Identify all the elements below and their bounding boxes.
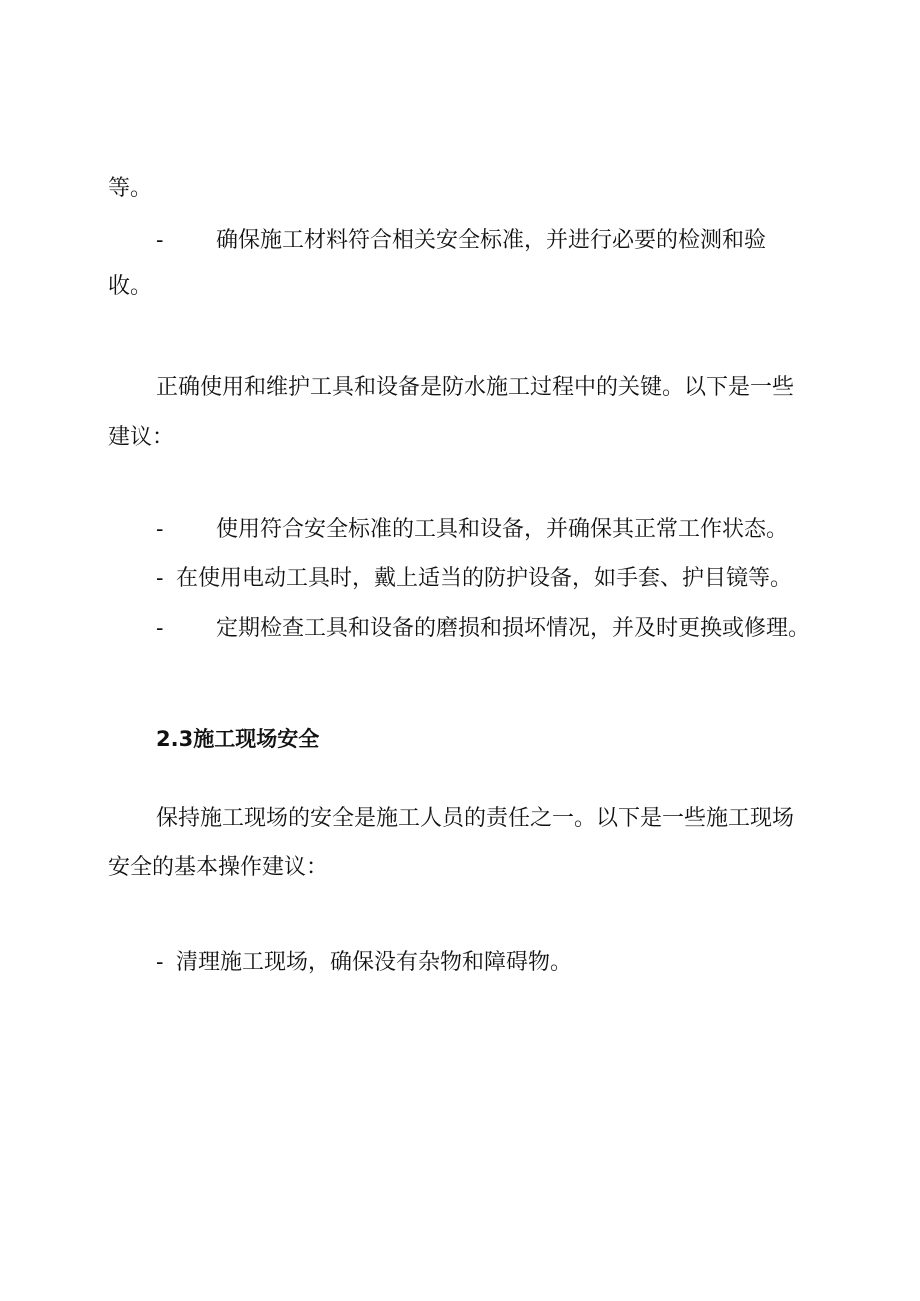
section-heading: 2.3施工现场安全 [156, 727, 320, 751]
bullet-dash: - [156, 517, 164, 542]
paragraph-line: 安全的基本操作建议： [108, 855, 329, 880]
paragraph-tail: 等。 [108, 176, 153, 201]
bullet-text-continuation: 收。 [108, 274, 153, 299]
paragraph-line: 保持施工现场的安全是施工人员的责任之一。以下是一些施工现场 [156, 806, 795, 831]
paragraph-line: 建议： [108, 425, 175, 450]
bullet-dash: - [156, 228, 164, 253]
paragraph-line: 正确使用和维护工具和设备是防水施工过程中的关键。以下是一些 [156, 375, 795, 400]
bullet-text: 在使用电动工具时，戴上适当的防护设备，如手套、护目镜等。 [176, 566, 793, 591]
bullet-text: 使用符合安全标准的工具和设备，并确保其正常工作状态。 [216, 517, 789, 542]
bullet-text: 定期检查工具和设备的磨损和损坏情况，并及时更换或修理。 [216, 616, 811, 641]
bullet-dash: - [156, 566, 164, 591]
bullet-dash: - [156, 950, 164, 975]
bullet-text: 清理施工现场，确保没有杂物和障碍物。 [176, 950, 573, 975]
bullet-text: 确保施工材料符合相关安全标准，并进行必要的检测和验 [216, 228, 767, 253]
bullet-dash: - [156, 616, 164, 641]
